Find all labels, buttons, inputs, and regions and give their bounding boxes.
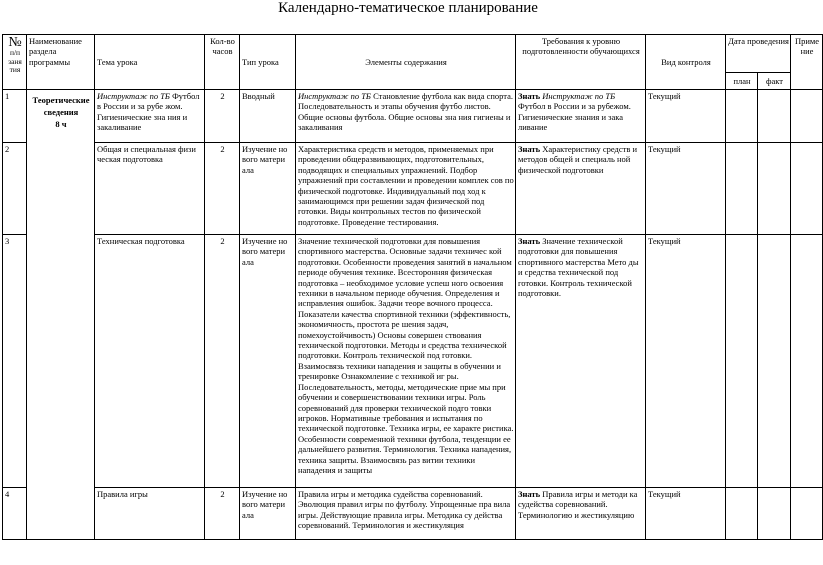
header-hours: Кол-во часов [205,35,240,90]
row-topic: Правила игры [95,488,205,540]
row-note [791,90,823,143]
section-name [27,90,95,540]
table-row [3,143,823,235]
planning-table [2,34,823,540]
header-section: Наименование раздела программы [27,35,95,90]
table-row [3,90,823,143]
section-name-line: сведения [43,107,79,117]
row-control: Текущий [646,90,726,143]
header-num-sign: № [8,35,22,50]
row-topic [95,90,205,143]
row-num: 2 [3,143,27,235]
elements-italic: Инструктаж по ТБ [298,91,371,101]
req-bold: Знать [518,236,541,246]
topic-text: Футбол в России и за рубе жом. Гигиенические зна ния и закаливание [97,91,200,133]
row-topic: Техническая подготовка [95,235,205,488]
header-fact: факт [758,73,791,90]
row-elements: Значение технической подготовки для повышения спортивного мастерства. Основные задачи техничес кой подготовки. Особенности проведения занятий в начальном периоде обучения технике. Всесторонняя физическая подготовка – необходимое условие успеш ного освоения техники в начальном периоде обучения. Определения и исправления ошибок. Задачи теоре вочного процесса. Показатели качества спортивной техники (эффективность, экономичность, простота ре шения задач, помехоустойчивость) Основы совершен ствования технической подготовки. Методы и средства технической подготовки. Контроль технической под готовки. Взаимосвязь техники нападения и защиты в обучении и тренировке Ознакомление с техникой иг ры. Последовательность, методы, методические прие мы при обучении и совершенствовании техники игры. Роль соревнований для проверки технической подго товки игроков. Нормативные требования и испытания по технической подготовке. Техника игры, ее характе ристика. Особенности современной техники футбола, тенденции ее дальнейшего развития. Терминология. Техника нападения, техника защиты. Взаимосвязь раз витии техники нападения и защиты [296,235,516,488]
row-type: Изучение но вого матери ала [240,143,296,235]
req-text: Футбол в России и за рубежом. Гигиенические знания и зака ливание [518,101,631,133]
table-row [3,488,823,540]
row-fact [758,488,791,540]
header-requirements: Требования к уровню подготовленности обучающихся [516,35,646,90]
req-bold: Знать [518,91,541,101]
header-topic: Тема урока [95,35,205,90]
section-name-line: Теоретические [32,95,90,105]
row-hours: 2 [205,235,240,488]
page-title: Календарно-тематическое планирование [278,0,538,16]
row-control: Текущий [646,143,726,235]
row-fact [758,235,791,488]
row-elements [296,90,516,143]
row-plan [726,235,758,488]
header-note: Приме ние [791,35,823,90]
row-num: 1 [3,90,27,143]
header-row [3,35,823,73]
row-hours: 2 [205,90,240,143]
row-type: Изучение но вого матери ала [240,235,296,488]
header-num-text: п/п заня тия [8,48,22,75]
row-elements: Правила игры и методика судейства соревнований. Эволюция правил игры по футболу. Упрощенные пра вила игры. Действующие правила игры. Методика су действа соревнований. Терминология и жестикуляция [296,488,516,540]
row-control: Текущий [646,235,726,488]
row-hours: 2 [205,143,240,235]
row-note [791,488,823,540]
row-note [791,143,823,235]
header-num [3,35,27,90]
row-fact [758,90,791,143]
row-plan [726,488,758,540]
row-num: 3 [3,235,27,488]
req-italic: Инструктаж по ТБ [542,91,616,101]
header-date: Дата проведения [726,35,791,73]
header-elements: Элементы содержания [296,35,516,90]
req-text: Значение технической подготовки для повышения спортивного мастерства Мето ды и средства технической под готовки. Контроль технической подготовки. [518,236,639,299]
req-text: Характеристику средств и методов общей и специаль ной физической подготовки [518,144,638,175]
row-type: Изучение но вого матери ала [240,488,296,540]
row-control: Текущий [646,488,726,540]
section-name-line: 8 ч [55,119,67,129]
table-row [3,235,823,488]
header-control: Вид контроля [646,35,726,90]
topic-italic: Инструктаж по ТБ [97,91,170,101]
row-elements: Характеристика средств и методов, применяемых при проведении общеразвивающих, подготовительных, подводящих и специальных упражнений. Подбор упражнений при составлении и проведении комплек сов по физической подготовке. Индивидуальный под ход к занимающимся при решении задач физической под готовки. Виды контрольных тестов по физической подготовке. Проведение тестирования. [296,143,516,235]
row-plan [726,90,758,143]
header-type: Тип урока [240,35,296,90]
row-requirements [516,143,646,235]
req-bold: Знать [518,489,541,499]
header-plan: план [726,73,758,90]
row-plan [726,143,758,235]
row-requirements [516,235,646,488]
row-hours: 2 [205,488,240,540]
row-requirements [516,488,646,540]
req-text: Правила игры и методи ка судейства соревнований. Терминологию и жестикуляцию [518,489,638,520]
row-type: Вводный [240,90,296,143]
row-requirements [516,90,646,143]
req-bold: Знать [518,144,541,154]
elements-text: Становление футбола как вида спорта. Последовательность и этапы обучения футбо листов. Общие основы футбола. Общие основы зна ния гигиены и закаливания [298,91,514,133]
row-note [791,235,823,488]
row-num: 4 [3,488,27,540]
row-fact [758,143,791,235]
row-topic: Общая и специальная физи ческая подготовка [95,143,205,235]
